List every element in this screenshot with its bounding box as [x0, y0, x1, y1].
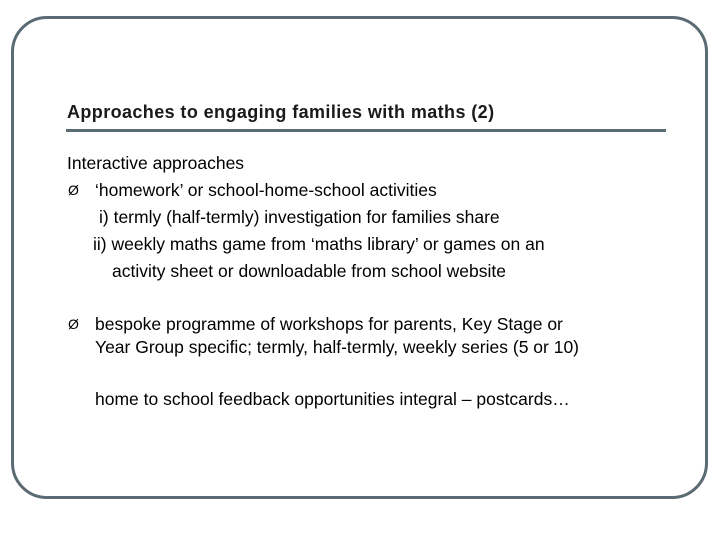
slide-title: Approaches to engaging families with maths (2): [67, 102, 495, 122]
bullet-2-line-2: Year Group specific; termly, half-termly, weekly series (5 or 10): [95, 337, 580, 357]
section-heading: Interactive approaches: [67, 153, 245, 173]
bullet-1-sub-item-1: i) termly (half-termly) investigation for families share: [99, 207, 500, 227]
bullet-2-line-1: bespoke programme of workshops for parents, Key Stage or: [95, 314, 563, 334]
arrow-bullet-icon: Ø: [68, 316, 79, 332]
closing-line: home to school feedback opportunities integral – postcards…: [95, 389, 570, 409]
arrow-bullet-icon: Ø: [68, 182, 79, 198]
title-divider: [66, 129, 666, 132]
bullet-1-sub-item-3: activity sheet or downloadable from school website: [112, 261, 506, 281]
bullet-1-text: ‘homework’ or school-home-school activities: [95, 180, 437, 200]
slide-frame: [11, 16, 708, 499]
bullet-1-sub-item-2: ii) weekly maths game from ‘maths library’ or games on an: [93, 234, 545, 254]
